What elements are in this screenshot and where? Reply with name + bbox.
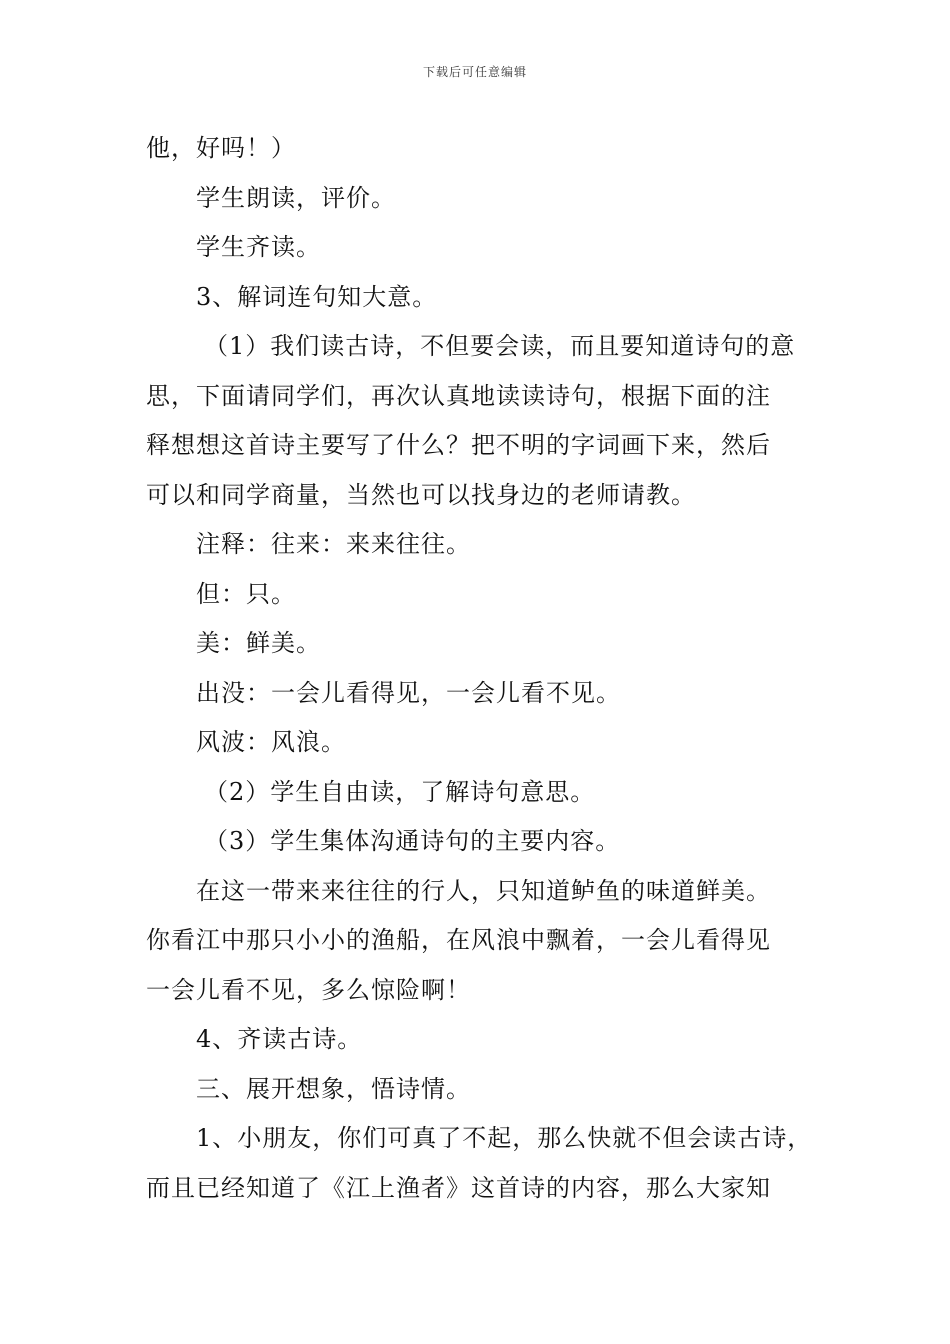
text-line: 他，好吗！）	[146, 134, 296, 162]
text-line: 学生朗读，评价。	[196, 183, 396, 212]
document-body	[146, 128, 813, 1217]
text-line: 1、小朋友，你们可真了不起，那么快就不但会读古诗，	[196, 1124, 813, 1152]
text-line: （1）我们读古诗，不但要会读，而且要知道诗句的意	[204, 332, 796, 360]
text-line: 三、展开想象，悟诗情。	[196, 1074, 471, 1103]
text-line: 出没：一会儿看得见，一会儿看不见。	[196, 678, 621, 707]
text-line: 思，下面请同学们，再次认真地读读诗句，根据下面的注	[146, 381, 771, 410]
text-line: 风波：风浪。	[196, 728, 346, 756]
text-line: （2）学生自由读，了解诗句意思。	[204, 777, 596, 806]
page-header-note: 下载后可任意编辑	[422, 65, 527, 79]
text-line: （3）学生集体沟通诗句的主要内容。	[204, 827, 621, 855]
text-line: 注释：往来：来来往往。	[196, 530, 471, 558]
text-line: 一会儿看不见，多么惊险啊！	[146, 975, 471, 1004]
text-line: 可以和同学商量，当然也可以找身边的老师请教。	[146, 480, 696, 509]
text-line: 但：只。	[196, 579, 296, 608]
text-line: 释想想这首诗主要写了什么？把不明的字词画下来，然后	[146, 431, 771, 459]
text-line: 而且已经知道了《江上渔者》这首诗的内容，那么大家知	[146, 1173, 771, 1202]
text-line: 美：鲜美。	[196, 629, 321, 657]
text-line: 你看江中那只小小的渔船，在风浪中飘着，一会儿看得见	[146, 926, 771, 954]
text-line: 学生齐读。	[196, 233, 321, 261]
text-line: 在这一带来来往往的行人，只知道鲈鱼的味道鲜美。	[196, 876, 771, 905]
text-line: 3、解词连句知大意。	[196, 282, 438, 311]
text-line: 4、齐读古诗。	[196, 1025, 363, 1053]
